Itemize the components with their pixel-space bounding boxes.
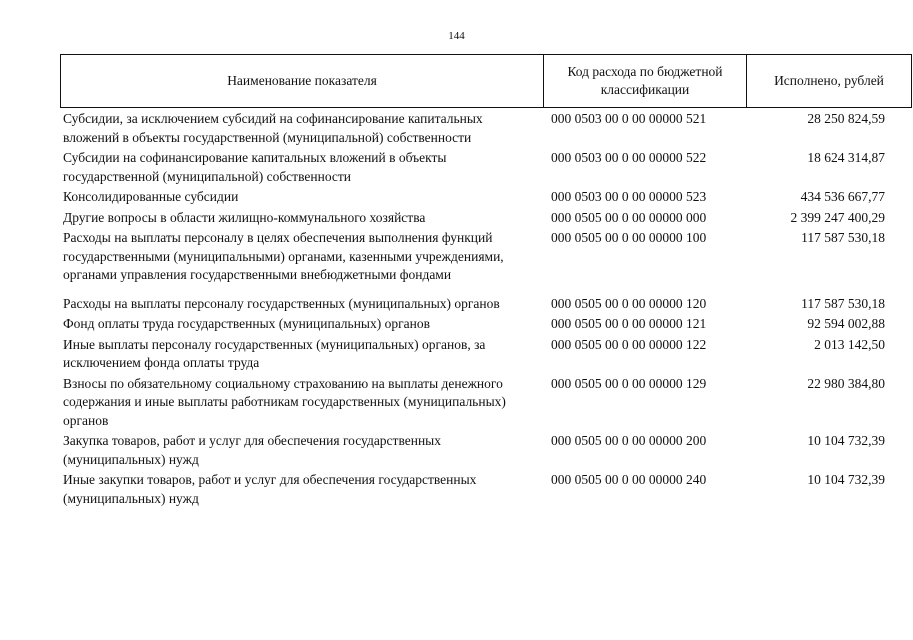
page-number: 144 — [448, 30, 465, 42]
row-name: Расходы на выплаты персоналу в целях обеспечения выполнения функций государственными (муниципальными) органами, казенными учреждениями, органами управления государственными внебюджетными фондами — [63, 230, 504, 282]
row-amount: 434 536 667,77 — [800, 189, 885, 204]
row-code: 000 0503 00 0 00 00000 523 — [551, 189, 707, 204]
row-name: Консолидированные субсидии — [63, 189, 239, 204]
table-row — [60, 432, 912, 469]
row-code: 000 0505 00 0 00 00000 200 — [551, 433, 707, 448]
row-name: Фонд оплаты труда государственных (муниципальных) органов — [63, 316, 430, 331]
row-amount: 10 104 732,39 — [807, 433, 885, 448]
row-code: 000 0505 00 0 00 00000 100 — [551, 230, 707, 245]
row-name: Субсидии, за исключением субсидий на софинансирование капитальных вложений в объекты государственной (муниципальной) собственности — [63, 111, 483, 145]
row-amount: 2 399 247 400,29 — [790, 209, 885, 225]
table-row — [60, 375, 912, 431]
row-name: Субсидии на софинансирование капитальных вложений в объекты государственной (муниципальной) собственности — [63, 150, 447, 184]
table-row — [60, 315, 912, 334]
row-name: Иные закупки товаров, работ и услуг для обеспечения государственных (муниципальных) нужд — [63, 472, 477, 506]
budget-table — [60, 54, 912, 508]
row-name: Другие вопросы в области жилищно-коммунального хозяйства — [63, 209, 426, 225]
header-name: Наименование показателя — [61, 55, 544, 107]
row-code: 000 0505 00 0 00 00000 121 — [551, 316, 707, 331]
row-name: Иные выплаты персоналу государственных (муниципальных) органов, за исключением фонда оплаты труда — [63, 336, 486, 370]
row-code: 000 0505 00 0 00 00000 129 — [551, 375, 707, 391]
table-row — [60, 209, 912, 228]
table-row — [60, 149, 912, 186]
row-code: 000 0505 00 0 00 00000 000 — [551, 209, 707, 225]
row-amount: 28 250 824,59 — [807, 111, 885, 126]
row-name: Расходы на выплаты персоналу государственных (муниципальных) органов — [63, 295, 500, 311]
header-amount: Исполнено, рублей — [774, 73, 884, 88]
table-row — [60, 188, 912, 207]
row-amount: 22 980 384,80 — [807, 375, 885, 391]
table-row — [60, 229, 912, 285]
row-name: Закупка товаров, работ и услуг для обеспечения государственных (муниципальных) нужд — [63, 433, 442, 467]
row-amount: 18 624 314,87 — [807, 150, 885, 165]
header-code: Код расхода по бюджетной классификации — [544, 55, 747, 107]
row-code: 000 0505 00 0 00 00000 240 — [551, 472, 707, 487]
table-row — [60, 336, 912, 373]
row-amount: 117 587 530,18 — [801, 295, 885, 311]
row-code: 000 0503 00 0 00 00000 521 — [551, 111, 707, 126]
table-row — [60, 471, 912, 508]
table-row — [60, 110, 912, 147]
row-amount: 10 104 732,39 — [807, 472, 885, 487]
table-header — [60, 54, 912, 108]
row-code: 000 0503 00 0 00 00000 522 — [551, 150, 707, 165]
row-amount: 92 594 002,88 — [807, 316, 885, 331]
row-amount: 117 587 530,18 — [801, 230, 885, 245]
row-amount: 2 013 142,50 — [814, 336, 885, 352]
row-code: 000 0505 00 0 00 00000 122 — [551, 336, 707, 352]
row-name: Взносы по обязательному социальному страхованию на выплаты денежного содержания и иные выплаты работникам государственных (муниципальных) органов — [63, 375, 506, 428]
row-code: 000 0505 00 0 00 00000 120 — [551, 295, 707, 311]
table-row — [60, 295, 912, 314]
